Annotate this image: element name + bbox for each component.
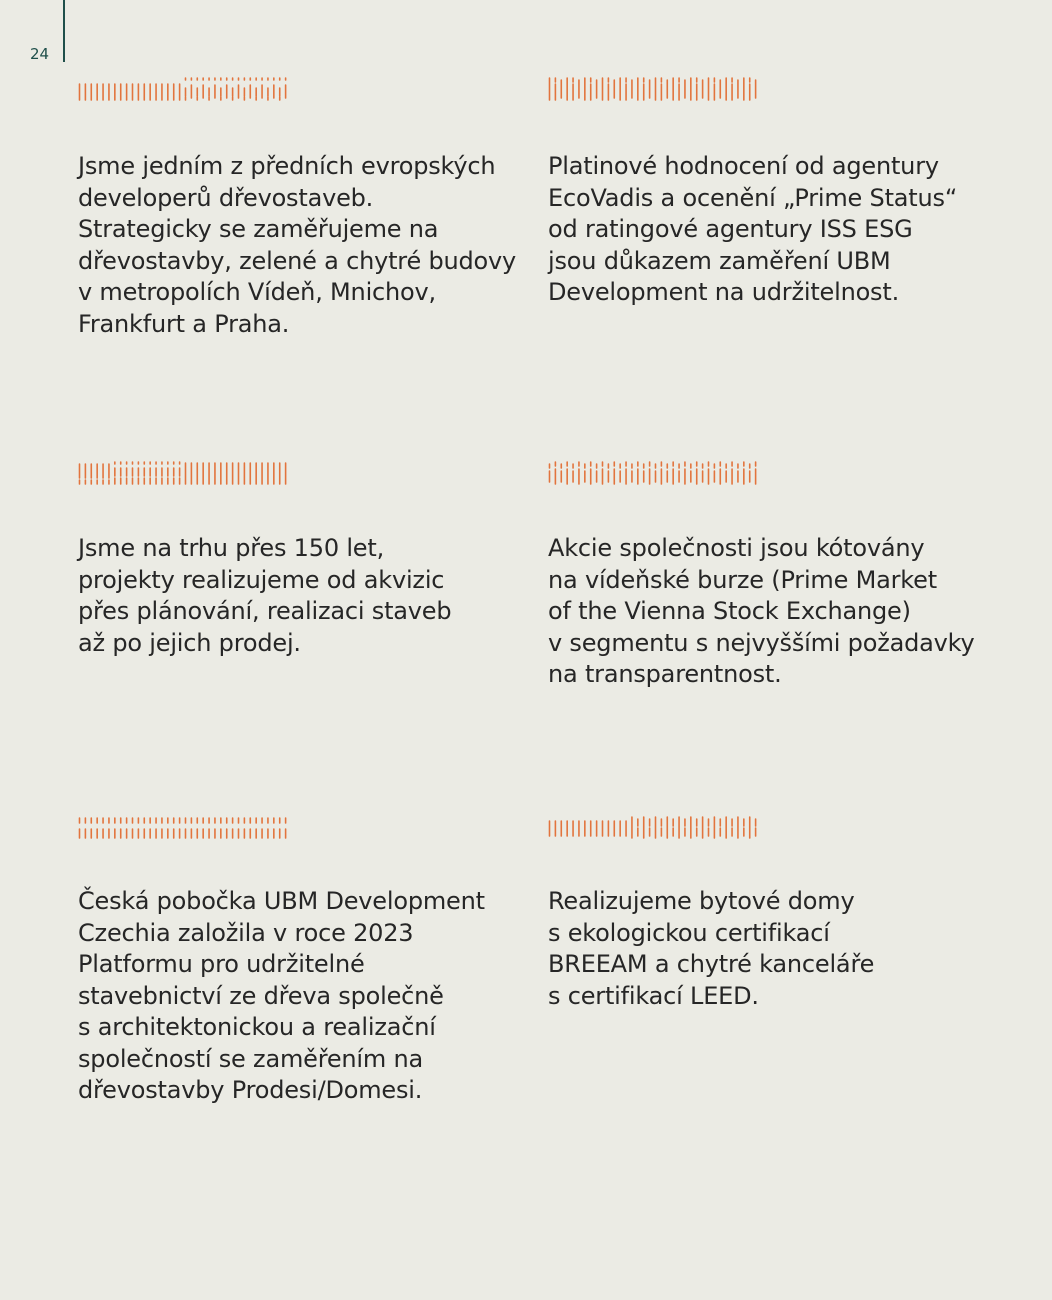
- fact-block-5: [78, 814, 518, 1107]
- fact-text-2: Platinové hodnocení od agentury EcoVadis a ocenění „Prime Status“ od ratingové agentury ISS ESG jsou důkazem zaměření UBM Development na udržitelnost.: [548, 152, 958, 306]
- orange-dashed-stripe-icon: [548, 460, 763, 488]
- page-number: 24: [30, 45, 50, 63]
- orange-dashed-stripe-icon: [78, 76, 293, 104]
- orange-dashed-stripe-icon: [78, 460, 293, 488]
- fact-block-3: [78, 460, 518, 659]
- fact-text-5: Česká pobočka UBM Development Czechia založila v roce 2023 Platformu pro udržitelné stavebnictví ze dřeva společně s architektonickou a realizační společností se zaměřením na dřevostavby Prodesi/Domesi.: [78, 887, 485, 1104]
- orange-dashed-stripe-icon: [78, 814, 293, 842]
- fact-text-3: Jsme na trhu přes 150 let, projekty realizujeme od akvizic přes plánování, realizaci staveb až po jejich prodej.: [78, 534, 452, 657]
- fact-block-1: [78, 76, 518, 340]
- fact-block-6: [548, 814, 988, 1012]
- orange-dashed-stripe-icon: [548, 76, 763, 104]
- fact-block-4: [548, 460, 988, 691]
- fact-block-2: [548, 76, 988, 309]
- fact-text-1: Jsme jedním z předních evropských developerů dřevostaveb. Strategicky se zaměřujeme na dřevostavby, zelené a chytré budovy v metropolích Vídeň, Mnichov, Frankfurt a Praha.: [78, 152, 517, 338]
- page-divider-line: [63, 0, 65, 62]
- fact-text-4: Akcie společnosti jsou kótovány na vídeňské burze (Prime Market of the Vienna Stock Exchange) v segmentu s nejvyššími požadavky na transparentnost.: [548, 534, 975, 688]
- orange-dashed-stripe-icon: [548, 814, 763, 842]
- fact-text-6: Realizujeme bytové domy s ekologickou certifikací BREEAM a chytré kanceláře s certifikací LEED.: [548, 887, 875, 1010]
